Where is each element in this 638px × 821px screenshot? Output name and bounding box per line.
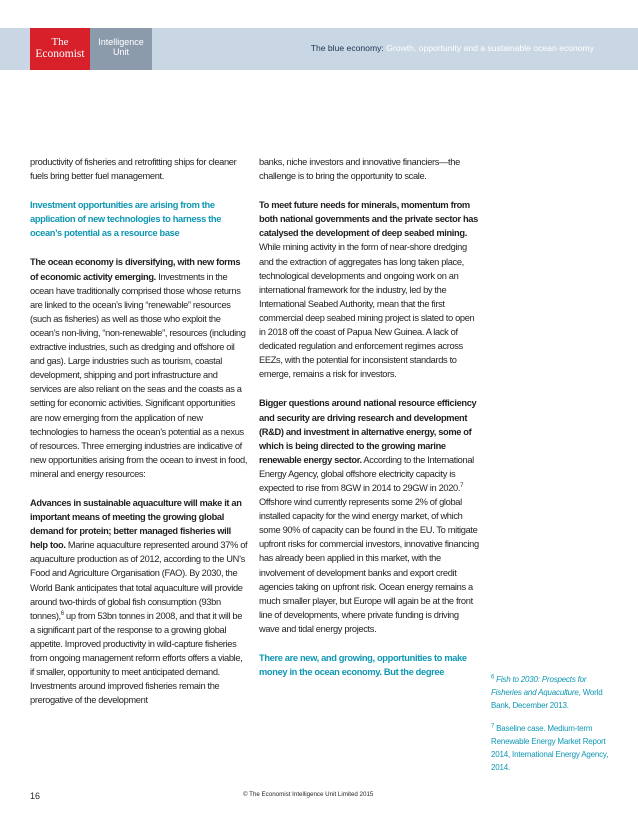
- aquaculture-body-b: up from 53bn tonnes in 2008, and that it will be a significant part of the response to a growing global appetite. Improved productivity in wild-capture fisheries from ongoing management reform efforts offers a viable, if smaller, opportunity to meet anticipated demand. Investments around improved fisheries remain the prerogative of the development: [30, 610, 243, 706]
- footnote-ref-7[interactable]: 7: [460, 482, 464, 489]
- copyright-notice: © The Economist Intelligence Unit Limited 2015: [243, 791, 374, 798]
- footnote-6-source: , World Bank, December 2013.: [491, 688, 603, 710]
- logo-line-1: The: [51, 36, 69, 48]
- left-column: [30, 155, 248, 722]
- opportunities-continuation: But the degree: [381, 667, 445, 678]
- page-number: 16: [30, 791, 41, 801]
- footnote-6-number: 6: [491, 674, 495, 681]
- logo-line-2: Economist: [35, 48, 85, 60]
- diversifying-lead: The ocean economy is diversifying, with new forms of economic activity emerging.: [30, 257, 241, 282]
- intelligence-unit-logo: [90, 28, 152, 70]
- energy-body-a: According to the International Energy Agency, global offshore electricity capacity is expected to rise from 8GW in 2014 to 29GW in 2020.: [259, 454, 474, 493]
- left-paragraph-3: [30, 496, 248, 707]
- footnote-7-number: 7: [491, 723, 495, 730]
- economist-logo: [30, 28, 90, 70]
- page-header: [0, 0, 638, 70]
- aquaculture-body-a: Marine aquaculture represented around 37% of aquaculture production as of 2012, according to the UN’s Food and Agriculture Organisation (FAO). By 2030, the World Bank anticipates that total aquaculture will provide around two-thirds of global fish consumption (93bn tonnes),: [30, 540, 248, 621]
- running-title-part-2: Growth, opportunity and a sustainable ocean economy: [386, 43, 594, 53]
- footnote-ref-6[interactable]: 6: [60, 610, 64, 617]
- footnotes: [491, 673, 609, 784]
- running-title: [311, 43, 594, 53]
- left-paragraph-2: [30, 255, 248, 481]
- unit-line-2: Unit: [112, 47, 129, 57]
- footnote-6-title: Fish to 2030: Prospects for Fisheries and Aquaculture: [491, 675, 587, 697]
- section-subheading: Investment opportunities are arising from the application of new technologies to harness the ocean’s potential as a resource base: [30, 200, 222, 239]
- footnote-7-text: Baseline case. Medium-term Renewable Energy Market Report 2014, International Energy Agency, 2014.: [491, 724, 609, 772]
- left-paragraph-1: productivity of fisheries and retrofitting ships for cleaner fuels bring better fuel management.: [30, 157, 237, 182]
- running-title-part-1: The blue economy:: [310, 43, 387, 53]
- mining-body: While mining activity in the form of near-shore dredging and the extraction of aggregates has long taken place, technological developments and ongoing work on an international framework for the industry, led by the International Seabed Authority, mean that the first commercial deep seabed mining project is slated to open in 2018 off the coast of Papua New Guinea. A lack of dedicated regulation and enforcement regimes across EEZs, with the potential for inconsistent standards to emerge, remains a risk for investors.: [259, 242, 475, 380]
- aquaculture-lead: Advances in sustainable aquaculture will make it an important means of meeting the growing global demand for protein; better managed fisheries will help too.: [30, 497, 242, 551]
- diversifying-body: Investments in the ocean have traditionally comprised those whose returns are linked to the ocean’s living “renewable” resources (such as fisheries) as well as those who exploit the ocean’s non-living, “non-renewable”, resources (including extractive industries, such as dredging and offshore oil and gas). Large industries such as tourism, coastal development, shipping and port infrastructure and services are also reliant on the seas and the coasts as a setting for economic activities. Significant opportunities are now emerging from the application of new technologies to harness the ocean’s potential as a nexus of resources. Three emerging industries are indicative of new opportunities arising from the ocean to invest in food, mineral and energy resources:: [30, 271, 248, 479]
- middle-column: [259, 155, 480, 694]
- footnote-6: [491, 673, 609, 712]
- middle-paragraph-4: [259, 651, 480, 679]
- energy-body-b: Offshore wind currently represents some 2% of global installed capacity for the wind energy market, of which some 90% of capacity can be found in the EU. To mitigate upfront risks for commercial investors, innovative financing has already been applied in this market, with the involvement of development banks and export credit agencies taking on upfront risk. Ocean energy remains a much smaller player, but Europe will again be at the front line of developments, where private funding is driving wave and tidal energy projects.: [259, 497, 479, 634]
- middle-paragraph-2: [259, 198, 480, 381]
- mining-lead: To meet future needs for minerals, momentum from both national governments and the private sector has catalysed the development of deep seabed mining.: [259, 200, 478, 239]
- opportunities-lead: There are new, and growing, opportunities to make money in the ocean economy.: [259, 653, 467, 678]
- footnote-7: [491, 722, 609, 774]
- middle-paragraph-3: [259, 396, 480, 636]
- middle-paragraph-1: banks, niche investors and innovative financiers—the challenge is to bring the opportunity to scale.: [259, 157, 460, 182]
- unit-line-1: Intelligence: [98, 37, 144, 47]
- energy-lead: Bigger questions around national resource efficiency and security are driving research and development (R&D) and investment in alternative energy, some of which is being directed to the growing marine renewable energy sector.: [259, 398, 477, 465]
